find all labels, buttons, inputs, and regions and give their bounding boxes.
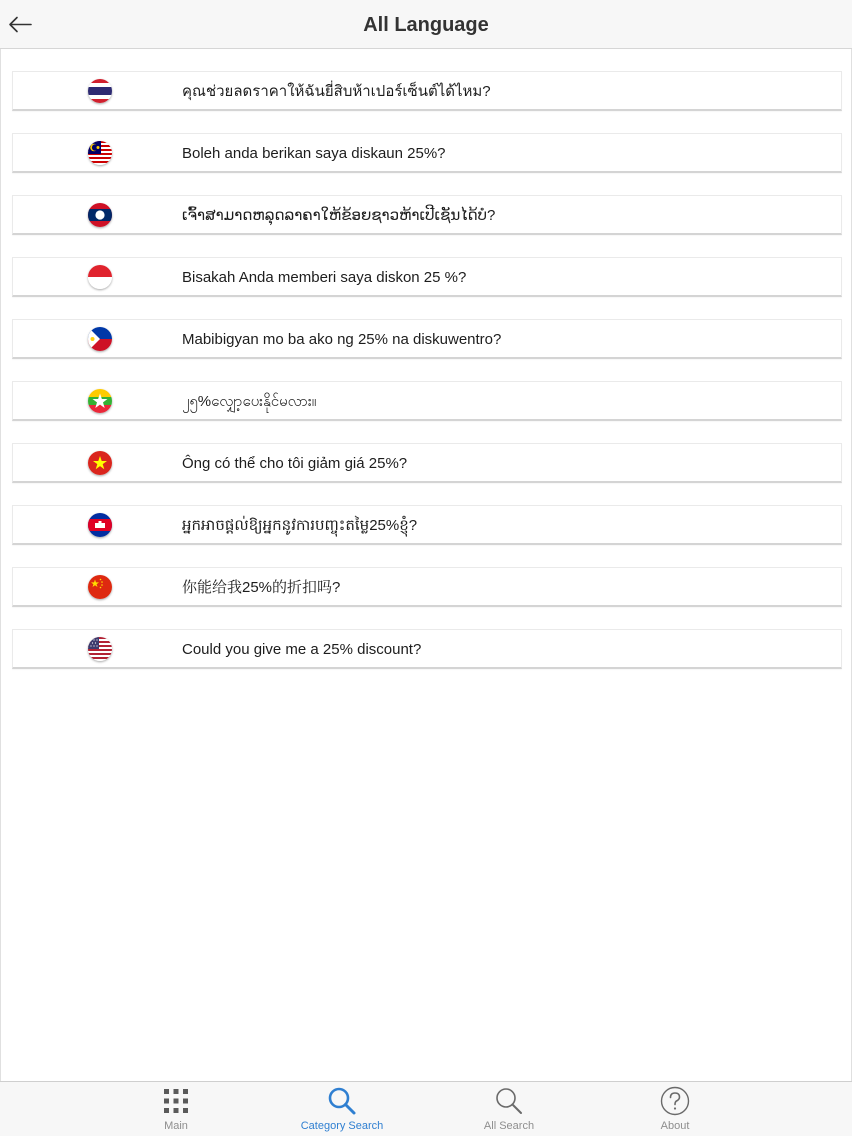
- phrase-text: Ông có thể cho tôi giảm giá 25%?: [182, 455, 408, 472]
- indonesia-flag-icon: [88, 265, 112, 289]
- phrase-list-container: [0, 49, 852, 1081]
- phrase-text: អ្នកអាចផ្តល់ឱ្យអ្នកនូវការបញ្ចុះតម្លៃ25%ខ្ញុំ?: [182, 517, 418, 534]
- grid-icon: [161, 1086, 191, 1116]
- laos-flag-icon: [88, 203, 112, 227]
- list-item-indonesian[interactable]: [12, 257, 842, 297]
- list-item-khmer[interactable]: [12, 505, 842, 545]
- navigation-bar: [0, 0, 852, 49]
- page-title: All Language: [363, 14, 489, 36]
- phrase-text: 你能给我25%的折扣吗?: [182, 579, 341, 596]
- search-icon: [327, 1086, 357, 1116]
- tab-all-search[interactable]: [449, 1082, 569, 1137]
- back-arrow-icon: [6, 10, 36, 40]
- phrase-text: ເຈົ້າສາມາດຫລຸດລາຄາໃຫ້ຂ້ອຍຊາວຫ້າເປີເຊັນໄດ້ບໍ?: [182, 207, 496, 224]
- phrase-text: ၂၅%လျှော့ပေးနိုင်မလား။: [182, 393, 317, 410]
- tab-main[interactable]: [116, 1082, 236, 1137]
- cambodia-flag-icon: [88, 513, 112, 537]
- list-item-lao[interactable]: [12, 195, 842, 235]
- question-circle-icon: [660, 1086, 690, 1116]
- list-item-thai[interactable]: [12, 71, 842, 111]
- list-item-filipino[interactable]: [12, 319, 842, 359]
- tab-about[interactable]: [615, 1082, 735, 1137]
- search-icon: [494, 1086, 524, 1116]
- tab-category-search[interactable]: [282, 1082, 402, 1137]
- malaysia-flag-icon: [88, 141, 112, 165]
- back-button[interactable]: [6, 10, 36, 40]
- tab-label: Main: [164, 1120, 188, 1132]
- philippines-flag-icon: [88, 327, 112, 351]
- china-flag-icon: [88, 575, 112, 599]
- thailand-flag-icon: [88, 79, 112, 103]
- phrase-list: [12, 71, 842, 691]
- vietnam-flag-icon: [88, 451, 112, 475]
- phrase-text: Could you give me a 25% discount?: [182, 641, 422, 658]
- phrase-text: คุณช่วยลดราคาให้ฉันยี่สิบห้าเปอร์เซ็นต์ได้ไหม?: [182, 83, 491, 100]
- usa-flag-icon: [88, 637, 112, 661]
- list-item-chinese[interactable]: [12, 567, 842, 607]
- list-item-english[interactable]: [12, 629, 842, 669]
- tab-label: All Search: [483, 1120, 535, 1132]
- phrase-text: Boleh anda berikan saya diskaun 25%?: [182, 145, 446, 162]
- list-item-burmese[interactable]: [12, 381, 842, 421]
- list-item-malay[interactable]: [12, 133, 842, 173]
- tab-bar: [0, 1081, 852, 1136]
- phrase-text: Mabibigyan mo ba ako ng 25% na diskuwentro?: [182, 331, 502, 348]
- list-item-vietnamese[interactable]: [12, 443, 842, 483]
- tab-label: Category Search: [300, 1120, 384, 1132]
- tab-label: About: [660, 1120, 690, 1132]
- myanmar-flag-icon: [88, 389, 112, 413]
- phrase-text: Bisakah Anda memberi saya diskon 25 %?: [182, 269, 467, 286]
